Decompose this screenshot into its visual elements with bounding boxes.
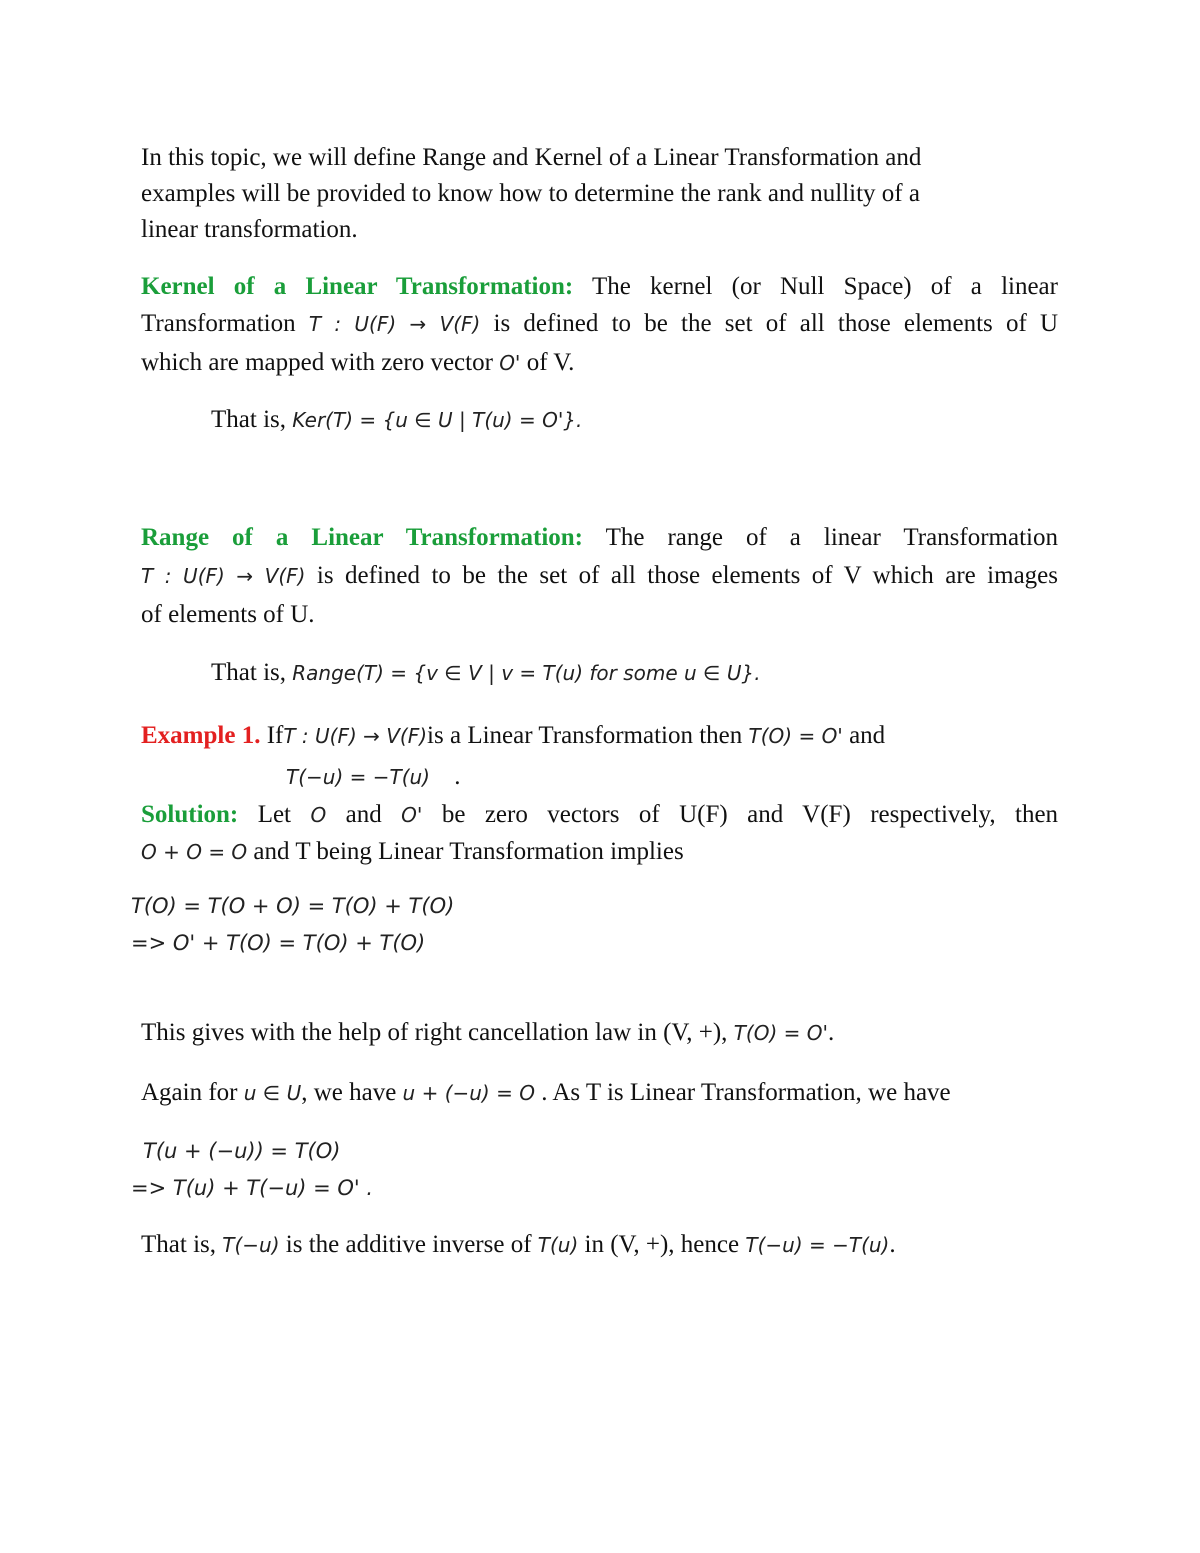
kernel-definition-line-2 [141,309,1058,339]
range-that-is: That is, [211,659,286,686]
final-t-neg-u: T(−u) [222,1233,280,1257]
kernel-map-formula: T : U(F) → V(F) [308,312,481,336]
final-text-a: That is, [141,1231,216,1258]
range-formula: Range(T) = {v ∈ V | v = T(u) for some u ∈ U}. [292,661,761,685]
kernel-line2-text-a: Transformation [141,310,296,337]
example1-text: is a Linear Transformation then [427,722,743,749]
final-conclusion-formula: T(−u) = −T(u) [745,1233,890,1257]
solution-line-2 [141,837,684,867]
final-text-c: in (V, +), hence [584,1231,740,1258]
range-definition-line-1 [141,523,1058,553]
example1-line-1 [141,721,885,751]
kernel-line3-text-a: which are mapped with zero vector [141,349,493,376]
solution-o-sum: O + O = O [141,840,248,864]
again-inverse-sum: u + (−u) = O [402,1081,535,1105]
solution-line1-rest: be zero vectors of U(F) and V(F) respectively, then [441,801,1059,828]
solution-heading: Solution: [141,801,239,828]
equation-2: => O' + T(O) = T(O) + T(O) [131,931,426,955]
kernel-line2-text-b: is defined to be the set of all those elements of U [493,310,1059,337]
again-text-c: . As T is Linear Transformation, we have [541,1079,951,1106]
example1-heading: Example 1. [141,722,261,749]
kernel-line1-text: The kernel (or Null Space) of a linear [591,273,1058,300]
cancellation-formula: T(O) = O' [733,1021,828,1045]
example1-zero-formula: T(O) = O' [748,724,843,748]
example1-line-2 [286,762,460,792]
solution-and: and [345,801,382,828]
example1-if: If [266,722,284,749]
final-period: . [889,1231,896,1258]
final-text-b: is the additive inverse of [285,1231,532,1258]
range-that-is-line [211,658,761,688]
cancellation-text: This gives with the help of right cancellation law in (V, +), [141,1019,728,1046]
kernel-definition-line-3 [141,348,574,378]
cancellation-period: . [827,1019,835,1046]
final-line [141,1230,896,1260]
kernel-that-is-line [211,405,582,435]
again-membership: u ∈ U [243,1081,302,1105]
example1-negation-formula: T(−u) = −T(u) [286,765,430,789]
zero-vector-symbol: O' [499,351,521,375]
kernel-formula: Ker(T) = {u ∈ U | T(u) = O'}. [292,408,583,432]
example1-and: and [849,722,886,749]
equation-1: T(O) = T(O + O) = T(O) + T(O) [131,894,455,918]
kernel-definition-line-1 [141,272,1058,302]
again-text-a: Again for [141,1079,238,1106]
example1-map-formula: T : U(F) → V(F) [283,724,428,748]
cancellation-line [141,1018,834,1048]
example1-period: . [454,763,461,790]
kernel-heading: Kernel of a Linear Transformation: [141,273,574,300]
range-line2-text: is defined to be the set of all those elements of V which are images [316,562,1058,589]
range-definition-line-3: of elements of U. [141,601,315,628]
solution-line-1 [141,800,1058,830]
equation-3: T(u + (−u)) = T(O) [143,1139,341,1163]
zero-vector-o-prime: O' [401,803,423,827]
intro-line-2: examples will be provided to know how to determine the rank and nullity of a [141,180,920,207]
equation-4: => T(u) + T(−u) = O' . [131,1176,374,1200]
again-line [141,1078,951,1108]
range-map-formula: T : U(F) → V(F) [141,564,306,588]
zero-vector-o: O [310,803,327,827]
intro-line-1: In this topic, we will define Range and Kernel of a Linear Transformation and [141,144,922,171]
range-line1-text: The range of a linear Transformation [605,524,1058,551]
solution-line2-text: and T being Linear Transformation implies [253,838,684,865]
range-heading: Range of a Linear Transformation: [141,524,584,551]
kernel-line3-text-b: of V. [526,349,575,376]
range-definition-line-2 [141,561,1058,591]
final-t-u: T(u) [537,1233,579,1257]
solution-let: Let [257,801,292,828]
kernel-that-is: That is, [211,406,286,433]
again-text-b: , we have [301,1079,397,1106]
intro-line-3: linear transformation. [141,216,358,243]
